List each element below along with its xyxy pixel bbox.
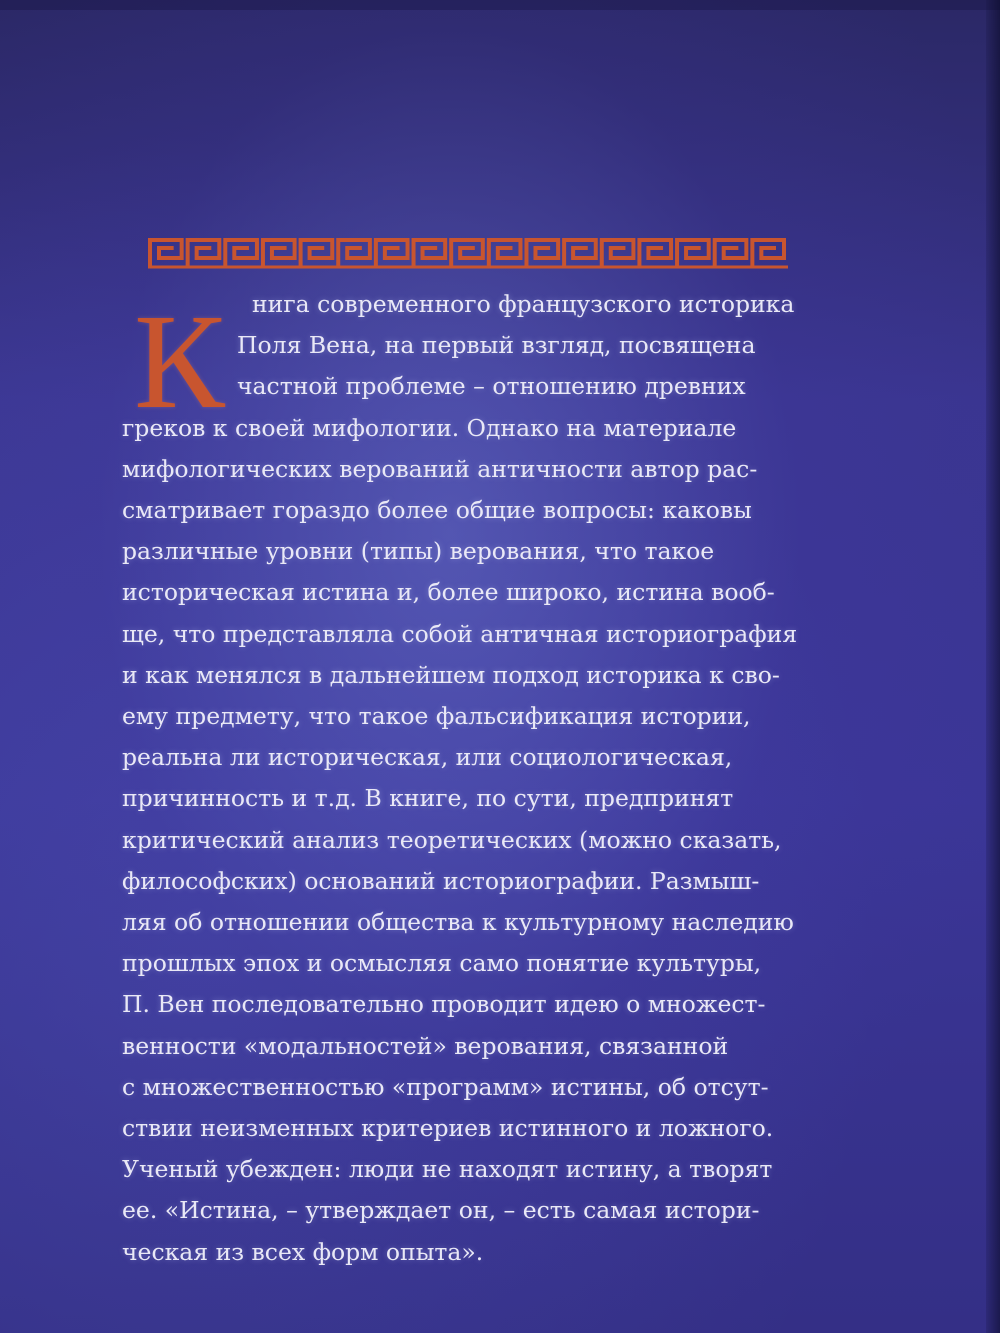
meander-unit bbox=[564, 240, 596, 266]
meander-unit bbox=[677, 240, 709, 266]
cover-right-edge bbox=[986, 0, 1000, 1333]
meander-unit bbox=[225, 240, 257, 266]
blurb-line: реальна ли историческая, или социологическая, bbox=[122, 743, 733, 772]
meander-unit bbox=[715, 240, 747, 266]
blurb-line: критический анализ теоретических (можно сказать, bbox=[122, 825, 782, 854]
blurb-line: ему предмету, что такое фальсификация истории, bbox=[122, 702, 751, 730]
dropcap-letter: К bbox=[134, 287, 225, 437]
blurb-line: различные уровни (типы) верования, что такое bbox=[122, 537, 715, 566]
blurb-line: Поля Вена, на первый взгляд, посвящена bbox=[237, 331, 756, 360]
blurb-line: венности «модальностей» верования, связанной bbox=[122, 1031, 729, 1060]
meander-unit bbox=[150, 240, 182, 266]
meander-unit bbox=[602, 240, 634, 266]
blurb-line: П. Вен последовательно проводит идею о множест- bbox=[122, 990, 766, 1019]
meander-unit bbox=[301, 240, 333, 266]
greek-meander-ornament bbox=[148, 236, 788, 270]
blurb-line: частной проблеме – отношению древних bbox=[237, 372, 746, 401]
blurb-line: нига современного французского историка bbox=[252, 290, 795, 318]
meander-unit bbox=[414, 240, 446, 266]
meander-unit bbox=[526, 240, 558, 266]
blurb-line: сматривает гораздо более общие вопросы: каковы bbox=[122, 496, 752, 524]
cover-top-edge bbox=[0, 0, 1000, 10]
blurb-line: и как менялся в дальнейшем подход историка к сво- bbox=[122, 660, 780, 689]
blurb-line: мифологических верований античности автор рас- bbox=[122, 454, 758, 483]
meander-unit bbox=[451, 240, 483, 266]
meander-unit bbox=[639, 240, 671, 266]
blurb-line: греков к своей мифологии. Однако на материале bbox=[122, 413, 737, 442]
blurb-line: ляя об отношении общества к культурному наследию bbox=[122, 908, 794, 936]
blurb-line: историческая истина и, более широко, истина вооб- bbox=[122, 578, 775, 607]
blurb-line: с множественностью «программ» истины, об отсут- bbox=[122, 1072, 769, 1101]
meander-unit bbox=[188, 240, 220, 266]
blurb-line: прошлых эпох и осмысляя само понятие культуры, bbox=[122, 949, 762, 978]
meander-unit bbox=[752, 240, 784, 266]
meander-unit bbox=[376, 240, 408, 266]
blurb-line: ще, что представляла собой античная историография bbox=[122, 619, 798, 648]
blurb-line: Ученый убежден: люди не находят истину, а творят bbox=[122, 1155, 773, 1184]
meander-unit bbox=[489, 240, 521, 266]
blurb-line: причинность и т.д. В книге, по сути, предпринят bbox=[122, 784, 734, 813]
blurb-line: ствии неизменных критериев истинного и ложного. bbox=[122, 1114, 774, 1142]
meander-unit bbox=[338, 240, 370, 266]
blurb-line: ее. «Истина, – утверждает он, – есть самая истори- bbox=[122, 1196, 760, 1225]
blurb-line: философских) оснований историографии. Размыш- bbox=[122, 866, 760, 895]
meander-unit bbox=[263, 240, 295, 266]
blurb-line: ческая из всех форм опыта». bbox=[122, 1237, 484, 1266]
